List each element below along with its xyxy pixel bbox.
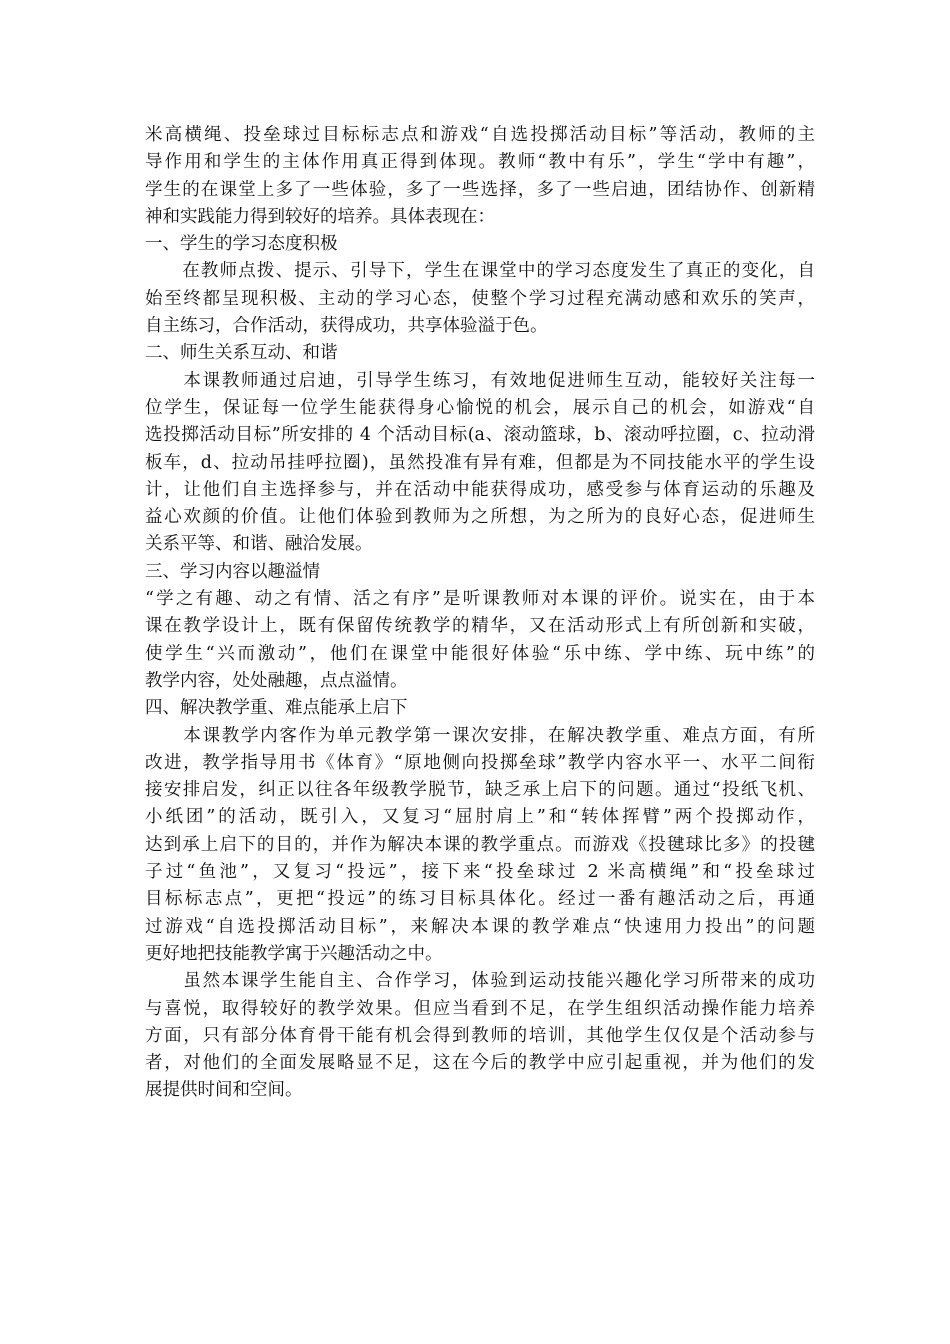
- text-line: 益心欢颜的价值。让他们体验到教师为之所想，为之所为的良好心态，促进师生: [145, 507, 815, 528]
- section-2: [145, 340, 815, 558]
- intro-paragraph: [145, 122, 815, 231]
- text-line: 过游戏“自选投掷活动目标”，来解决本课的教学难点“快速用力投出”的问题: [145, 916, 815, 937]
- section-heading: 二、师生关系互动、和谐: [145, 343, 338, 364]
- text-line: 自主练习，合作活动，获得成功，共享体验溢于色。: [145, 316, 548, 337]
- text-line: 小纸团”的活动，既引入，又复习“屈肘肩上”和“转体挥臂”两个投掷动作，: [145, 807, 815, 828]
- text-line: “学之有趣、动之有情、活之有序”是听课教师对本课的评价。说实在，由于本: [145, 589, 815, 610]
- text-line: 子过“鱼池”，又复习“投远”，接下来“投垒球过 2 米高横绳”和“投垒球过: [145, 862, 815, 883]
- text-line: 改进，教学指导用书《体育》“原地侧向投掷垒球”教学内容水平一、水平二间衔: [145, 752, 815, 773]
- text-line: 使学生“兴而激动”，他们在课堂中能很好体验“乐中练、学中练、玩中练”的: [145, 643, 815, 664]
- text-line: 神和实践能力得到较好的培养。具体表现在：: [145, 206, 495, 227]
- text-line: 板车，d、拉动吊挂呼拉圈)，虽然投准有异有难，但都是为不同技能水平的学生设: [145, 452, 815, 473]
- document-page: [145, 122, 815, 1105]
- section-heading: 三、学习内容以趣溢情: [145, 561, 320, 582]
- section-heading: 一、学生的学习态度积极: [145, 234, 338, 255]
- text-line: 学生的在课堂上多了一些体验，多了一些选择，多了一些启迪，团结协作、创新精: [145, 179, 815, 200]
- text-line: 接安排启发，纠正以往各年级教学脱节，缺乏承上启下的问题。通过“投纸飞机、: [145, 780, 815, 801]
- text-line: 更好地把技能教学寓于兴趣活动之中。: [145, 943, 443, 964]
- text-line: 达到承上启下的目的，并作为解决本课的教学重点。而游戏《投毽球比多》的投毽: [145, 834, 815, 855]
- text-line: 本课教师通过启迪，引导学生练习，有效地促进师生互动，能较好关注每一: [145, 370, 815, 391]
- text-line: 者，对他们的全面发展略显不足，这在今后的教学中应引起重视，并为他们的发: [145, 1053, 815, 1074]
- text-line: 位学生，保证每一位学生能获得身心愉悦的机会，展示自己的机会，如游戏“自: [145, 397, 815, 418]
- text-line: 导作用和学生的主体作用真正得到体现。教师“教中有乐”，学生“学中有趣”，: [145, 152, 815, 173]
- section-1: [145, 231, 815, 340]
- text-line: 米高横绳、投垒球过目标标志点和游戏“自选投掷活动目标”等活动，教师的主: [145, 125, 815, 145]
- text-line: 在教师点拨、提示、引导下，学生在课堂中的学习态度发生了真正的变化，自: [145, 261, 815, 282]
- text-line: 选投掷活动目标”所安排的 4 个活动目标(a、滚动篮球，b、滚动呼拉圈，c、拉动滑: [145, 425, 815, 446]
- section-3: [145, 559, 815, 695]
- text-line: 关系平等、和谐、融洽发展。: [145, 534, 373, 555]
- section-heading: 四、解决教学重、难点能承上启下: [145, 698, 408, 719]
- text-line: 教学内容，处处融趣，点点溢情。: [145, 670, 408, 691]
- text-line: 虽然本课学生能自主、合作学习，体验到运动技能兴趣化学习所带来的成功: [145, 971, 815, 992]
- text-line: 展提供时间和空间。: [145, 1080, 303, 1101]
- text-line: 与喜悦，取得较好的教学效果。但应当看到不足，在学生组织活动操作能力培养: [145, 998, 815, 1019]
- text-line: 始至终都呈现积极、主动的学习心态，使整个学习过程充满动感和欢乐的笑声，: [145, 288, 815, 309]
- text-line: 本课教学内客作为单元教学第一课次安排，在解决教学重、难点方面，有所: [145, 725, 815, 746]
- text-line: 目标标志点”，更把“投远”的练习目标具体化。经过一番有趣活动之后，再通: [145, 889, 815, 910]
- text-line: 课在教学设计上，既有保留传统教学的精华，又在活动形式上有所创新和实破，: [145, 616, 815, 637]
- text-line: 方面，只有部分体育骨干能有机会得到教师的培训，其他学生仅仅是个活动参与: [145, 1025, 815, 1046]
- conclusion-paragraph: [145, 968, 815, 1104]
- section-4: [145, 695, 815, 968]
- text-line: 计，让他们自主选择参与，并在活动中能获得成功，感受参与体育运动的乐趣及: [145, 479, 815, 500]
